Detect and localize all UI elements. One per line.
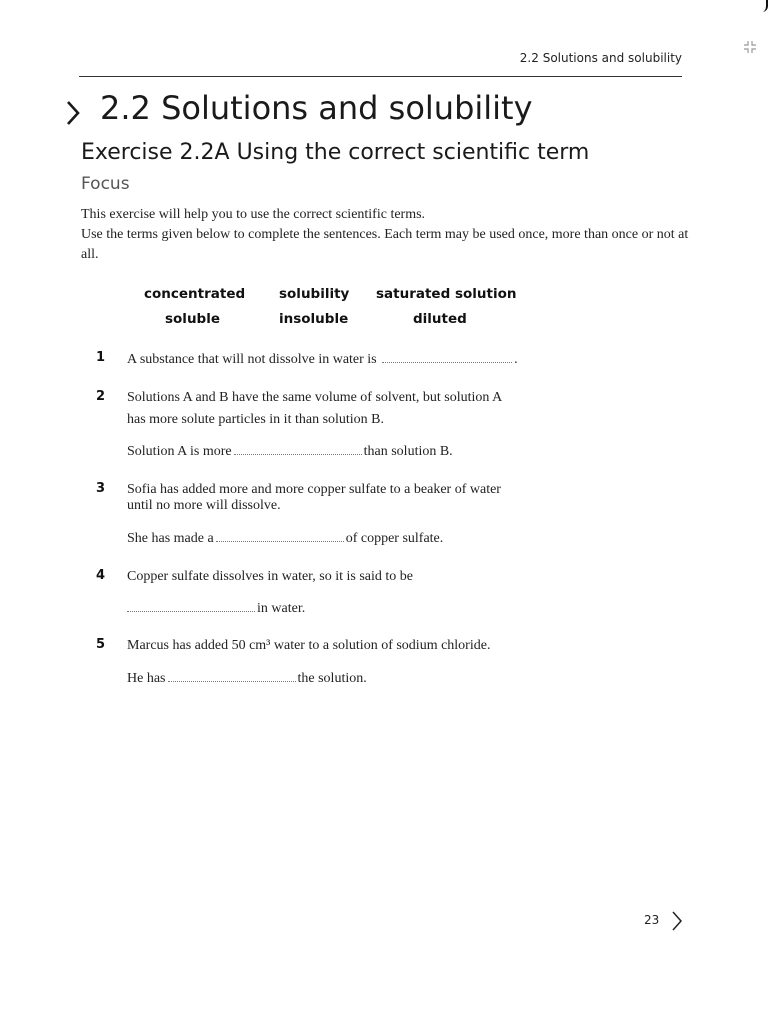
term-solubility: solubility — [279, 286, 350, 302]
term-concentrated: concentrated — [144, 286, 246, 302]
question-2-line-2: has more solute particles in it than solution B. — [127, 412, 385, 427]
section-title: 2.2 Solutions and solubility — [100, 89, 533, 127]
focus-label: Focus — [81, 174, 130, 194]
question-2-line-1: Solutions A and B have the same volume of solvent, but solution A — [127, 390, 503, 405]
question-3-answer-line — [127, 529, 443, 547]
page-number: 23 — [644, 913, 660, 927]
question-4-end: in water. — [257, 601, 306, 616]
question-3-prompt: She has made a — [127, 531, 214, 546]
answer-blank-2[interactable] — [234, 442, 362, 455]
term-insoluble: insoluble — [279, 311, 349, 327]
question-number: 2 — [96, 389, 106, 404]
question-2-end: than solution B. — [363, 444, 453, 459]
answer-blank-3[interactable] — [216, 529, 344, 542]
question-5-answer-line — [127, 669, 367, 687]
question-2-answer-line — [127, 442, 453, 460]
chevron-right-icon — [64, 98, 82, 128]
intro-line-1: This exercise will help you to use the correct scientific terms. — [81, 207, 426, 222]
question-5-end: the solution. — [297, 671, 367, 686]
term-saturated-solution: saturated solution — [376, 286, 517, 302]
question-number: 4 — [96, 568, 106, 583]
running-head: 2.2 Solutions and solubility — [519, 51, 682, 65]
question-1 — [127, 350, 518, 368]
corner-mark — [760, 0, 768, 12]
term-diluted: diluted — [413, 311, 467, 327]
intro-line-2: Use the terms given below to complete the sentences. Each term may be used once, more than once or not at all. — [81, 227, 689, 262]
exercise-intro — [81, 205, 691, 265]
question-number: 1 — [96, 350, 106, 365]
question-2-prompt: Solution A is more — [127, 444, 232, 459]
question-5-line-1: Marcus has added 50 cm³ water to a solution of sodium chloride. — [127, 638, 491, 653]
question-3-line-2: until no more will dissolve. — [127, 498, 281, 513]
question-4-line-1: Copper sulfate dissolves in water, so it is said to be — [127, 569, 414, 584]
answer-blank-5[interactable] — [168, 669, 296, 682]
answer-blank-1[interactable] — [382, 350, 512, 363]
question-3-end: of copper sulfate. — [345, 531, 444, 546]
answer-blank-4[interactable] — [127, 599, 255, 612]
question-3-line-1: Sofia has added more and more copper sulfate to a beaker of water — [127, 482, 501, 497]
term-soluble: soluble — [165, 311, 220, 327]
exercise-title: Exercise 2.2A Using the correct scientific term — [81, 140, 590, 165]
question-number: 3 — [96, 481, 106, 496]
question-1-text: A substance that will not dissolve in water is — [127, 352, 377, 367]
header-rule — [79, 76, 682, 77]
question-5-prompt: He has — [127, 671, 166, 686]
question-number: 5 — [96, 637, 106, 652]
chevron-right-icon[interactable] — [671, 910, 683, 932]
expand-icon[interactable] — [743, 40, 757, 54]
question-1-end: . — [514, 352, 518, 367]
question-4-answer-line — [125, 599, 305, 617]
